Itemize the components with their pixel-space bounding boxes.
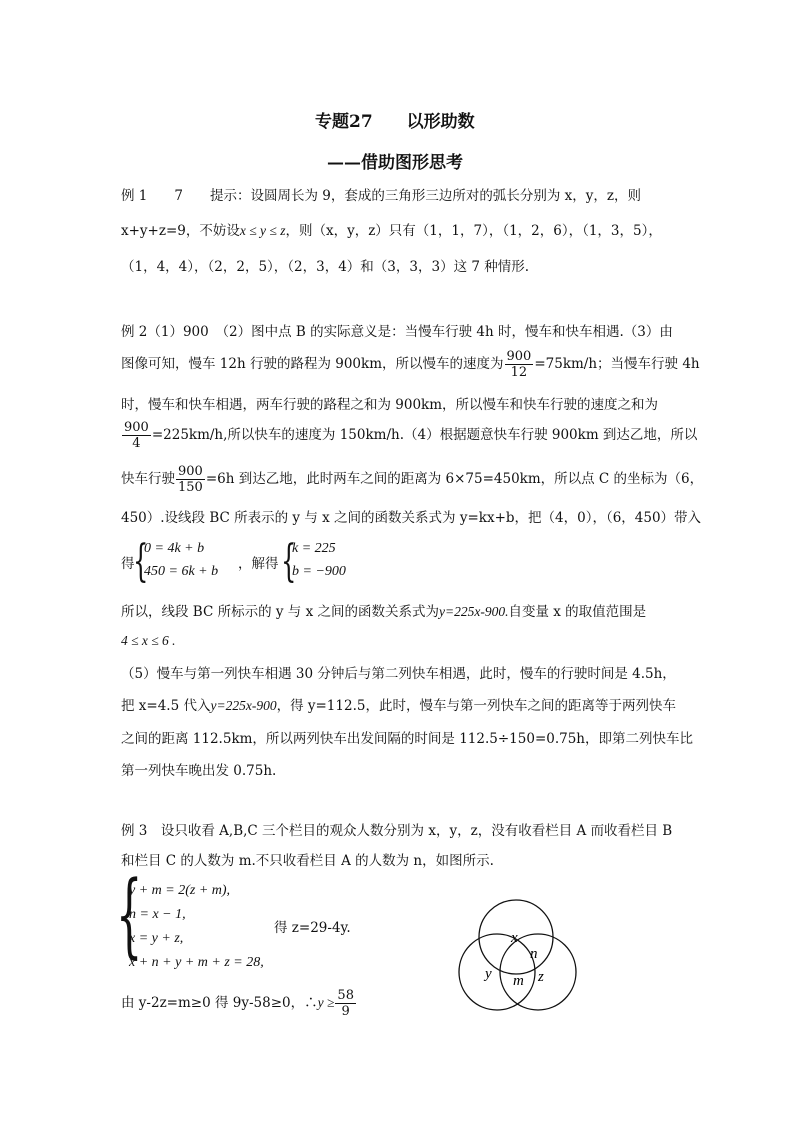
ex1-inequality: x ≤ y ≤ z (239, 223, 286, 238)
ex2-line6: 450）.设线段 BC 所表示的 y 与 x 之间的函数关系式为 y=kx+b，把（4，0），（6，450）带入 (121, 510, 702, 526)
frac-den: 9 (335, 1003, 356, 1019)
ex2-line5b: =6h 到达乙地，此时两车之间的距离为 6×75=450km，所以点 C 的坐标为（6， (205, 471, 704, 487)
fraction-900-4 (122, 420, 151, 451)
ex2-line11a: 把 x=4.5 代入 (121, 698, 211, 714)
ex2-line4-text: =225km/h,所以快车的速度为 150km/h.（4）根据题意快车行驶 900km 到达乙地，所以 (151, 427, 698, 443)
ex1-line2c: ，则（x，y，z）只有（1，1，7），（1，2，6），（1，3，5）， (285, 223, 662, 239)
ex3-eq2: n = x − 1, (129, 907, 186, 922)
ex2-line4 (121, 420, 697, 451)
venn-label-m: m (513, 973, 524, 989)
fraction-900-150 (176, 464, 205, 495)
system1-eq1: 0 = 4k + b (144, 541, 205, 556)
ex2-line5a: 快车行驶 (121, 471, 175, 487)
ex1-line2a: x+y+z=9，不妨设 (121, 223, 240, 239)
frac-num: 900 (124, 420, 149, 435)
frac-num: 900 (178, 464, 203, 479)
ex1-line1: 例 1 7 提示：设圆周长为 9，套成的三角形三边所对的弧长分别为 x，y，z，则 (121, 188, 641, 204)
fraction-58-9 (335, 988, 356, 1019)
ex3-line1: 例 3 设只收看 A,B,C 三个栏目的观众人数分别为 x，y，z，没有收看栏目 A 而收看栏目 B (121, 823, 673, 839)
ex3-y-geq: y ≥ (317, 995, 335, 1010)
system2-eq1: k = 225 (292, 541, 336, 556)
ex3-result: 得 z=29-4y. (274, 920, 351, 936)
ex2-line8a: 所以，线段 BC 所标示的 y 与 x 之间的函数关系式为 (121, 604, 439, 620)
fraction-900-12 (505, 349, 534, 380)
ex1-line3: （1，4，4），（2，2，5），（2，3，4）和（3，3，3）这 7 种情形. (121, 259, 530, 275)
ex2-line2 (121, 349, 700, 380)
left-brace-large: { (116, 861, 143, 968)
left-brace: { (281, 536, 297, 587)
ex3-line3 (121, 988, 357, 1019)
ex3-eq4: x + n + y + m + z = 28, (129, 955, 264, 970)
frac-num: 900 (506, 349, 532, 364)
frac-den: 12 (505, 364, 534, 380)
page-title: 专题27 以形助数 (315, 112, 475, 132)
ex3-eq3: x = y + z, (129, 931, 184, 946)
frac-den: 4 (122, 435, 151, 451)
ex3-line2: 和栏目 C 的人数为 m.不只收看栏目 A 的人数为 n，如图所示. (121, 853, 494, 869)
ex1-line2 (121, 222, 662, 240)
ex2-line8c: 自变量 x 的取值范围是 (508, 604, 647, 620)
ex2-line5 (121, 464, 703, 495)
frac-num: 58 (337, 988, 354, 1003)
ex2-line2b: =75km/h；当慢车行驶 4h (534, 356, 700, 372)
venn-label-z: z (538, 969, 544, 985)
left-brace: { (133, 536, 149, 587)
ex2-function-formula: y=225x-900. (439, 604, 509, 619)
ex2-line2a: 图像可知，慢车 12h 行驶的路程为 900km，所以慢车的速度为 (121, 356, 504, 372)
ex3-eq1: y + m = 2(z + m), (129, 883, 231, 898)
system1-eq2: 450 = 6k + b (144, 564, 219, 579)
ex2-line7-mid: ，解得 (238, 556, 279, 572)
ex2-line11c: ，得 y=112.5，此时，慢车与第一列快车之间的距离等于两列快车 (276, 698, 676, 714)
ex2-line1: 例 2（1）900 （2）图中点 B 的实际意义是：当慢车行驶 4h 时，慢车和快车相遇.（3）由 (121, 324, 673, 340)
frac-den: 150 (178, 480, 203, 495)
ex2-line8 (121, 603, 646, 621)
venn-label-y: y (485, 966, 492, 982)
venn-label-x: x (511, 930, 518, 946)
ex2-formula-inline: y=225x-900 (210, 698, 277, 713)
system2-eq2: b = −900 (292, 564, 346, 579)
venn-label-n: n (530, 946, 538, 962)
page-subtitle: ——借助图形思考 (327, 153, 463, 173)
ex2-line12: 之间的距离 112.5km，所以两列快车出发间隔的时间是 112.5÷150=0.75h，即第二列快车比 (121, 731, 694, 747)
ex2-line11 (121, 697, 676, 715)
ex3-line3a: 由 y-2z=m≥0 得 9y-58≥0，∴ (121, 995, 318, 1011)
venn-circle-b (459, 934, 535, 1010)
ex2-line13: 第一列快车晚出发 0.75h. (121, 763, 277, 779)
ex2-line10: （5）慢车与第一列快车相遇 30 分钟后与第二列快车相遇，此时，慢车的行驶时间是 4.5h， (121, 666, 676, 682)
venn-diagram (450, 895, 590, 1015)
ex2-line3: 时，慢车和快车相遇，两车行驶的路程之和为 900km，所以慢车和快车行驶的速度之和为 (121, 397, 659, 413)
ex2-line7-prefix: 得 (121, 556, 135, 572)
ex2-range: 4 ≤ x ≤ 6 . (121, 633, 176, 648)
